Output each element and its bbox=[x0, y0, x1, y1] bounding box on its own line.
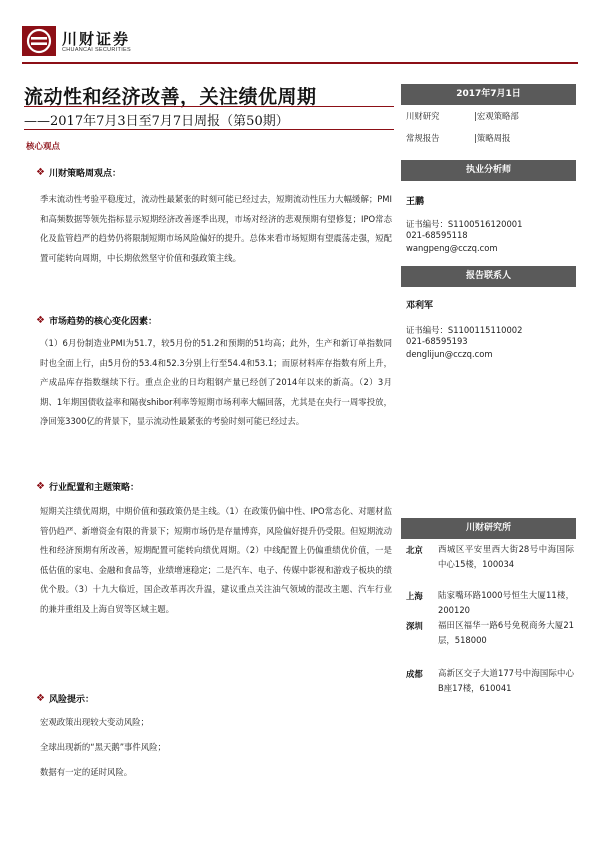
section-market-title: 市场趋势的核心变化因素： bbox=[48, 317, 157, 327]
chuancai-logo-icon bbox=[22, 26, 56, 56]
analyst-cert: 证书编号：S1100516120001 bbox=[406, 219, 523, 229]
analyst-name: 王鹏 bbox=[406, 197, 425, 207]
section-market-text: （1）6月份制造业PMI为51.7，较5月份的51.2和预期的51均高；此外，生产和新订单指数同时也全面上行，由5月份的53.4和52.3分别上行至54.4和53.1；而原材料库存指数有所上升，产成品库存指数继续下行。重点企业的日均粗钢产量已经创了2014年以来的新高。（2）3月期、1年期国债收益率和隔夜shibor利率等短期市场利率大幅回落，尤其是在央行一周零投放，净回笼3300亿的背景下，显示流动性最紧张的考验时刻可能已经过去。 bbox=[40, 338, 392, 426]
contact-name: 邓利军 bbox=[406, 301, 434, 311]
section-industry-title: 行业配置和主题策略： bbox=[48, 483, 139, 493]
meta-dept-key: 川财研究 bbox=[406, 111, 440, 121]
section-industry-text: 短期关注绩优周期，中期价值和强政策仍是主线。（1）在政策仍偏中性、IPO常态化、对题材监管仍趋严、新增资金有限的背景下；短期市场仍是存量博弈，风险偏好提升仍受限。但短期流动性和经济预期有所改善，短期配置可能转向绩优周期。（2）中线配置上仍偏重绩优价值，一是低估值的家电、金融和食品等，业绩增速稳定；二是汽车、电子、传媒中影视和游戏子板块的绩优个股。（3）十九大临近，国企改革再次升温，建议重点关注油气领域的混改主题、汽车行业的兼并重组及上海自贸等区域主题。 bbox=[40, 506, 392, 614]
contact-bar: 报告联系人 bbox=[401, 266, 576, 287]
section-risk-heading bbox=[36, 692, 94, 705]
brand-name-en: CHUANCAI SECURITIES bbox=[62, 47, 131, 53]
analyst-email[interactable]: wangpeng@cczq.com bbox=[406, 243, 498, 253]
section-strategy-text: 季末流动性考验平稳度过，流动性最紧张的时刻可能已经过去，短期流动性压力大幅缓解；PMI和高频数据等领先指标显示短期经济改善逐季出现，市场对经济的悲观预期有望修复；IPO常态化及监管趋严的趋势仍将限制短期市场风险偏好的提升。总体来看市场短期有望震荡走强，短配置可能转向周期，中长期依然坚守价值和强政策主线。 bbox=[40, 194, 392, 263]
risk-item: 数据有一定的延时风险。 bbox=[40, 767, 133, 777]
diamond-bullet-icon: ❖ bbox=[36, 167, 45, 178]
institute-bar: 川财研究所 bbox=[401, 518, 576, 539]
risk-item: 全球出现新的“黑天鹅”事件风险； bbox=[40, 742, 166, 752]
risk-item: 宏观政策出现较大变动风险； bbox=[40, 717, 149, 727]
section-strategy-heading bbox=[36, 166, 121, 179]
header-divider bbox=[22, 62, 578, 64]
office-address: 西城区平安里西大街28号中海国际中心15楼，100034 bbox=[438, 544, 574, 569]
analyst-bar: 执业分析师 bbox=[401, 160, 576, 181]
contact-email[interactable]: denglijun@cczq.com bbox=[406, 349, 493, 359]
report-date-bar: 2017年7月1日 bbox=[401, 84, 576, 105]
report-title: 流动性和经济改善，关注绩优周期 bbox=[24, 86, 317, 108]
report-subtitle: ——2017年7月3日至7月7日周报（第50期） bbox=[24, 114, 289, 129]
diamond-bullet-icon: ❖ bbox=[36, 693, 45, 704]
title-divider bbox=[24, 106, 394, 107]
section-strategy-title: 川财策略周观点： bbox=[48, 169, 121, 179]
core-label: 核心观点 bbox=[26, 142, 61, 152]
contact-cert: 证书编号：S1100115110002 bbox=[406, 325, 523, 335]
office-city: 上海 bbox=[406, 591, 423, 601]
subtitle-divider bbox=[24, 129, 394, 130]
meta-type-value: |策略周报 bbox=[474, 133, 511, 143]
office-city: 成都 bbox=[406, 669, 423, 679]
office-city: 深圳 bbox=[406, 621, 423, 631]
diamond-bullet-icon: ❖ bbox=[36, 481, 45, 492]
office-address: 高新区交子大道177号中海国际中心B座17楼，610041 bbox=[438, 668, 574, 693]
office-address: 陆家嘴环路1000号恒生大厦11楼，200120 bbox=[438, 590, 574, 615]
office-city: 北京 bbox=[406, 545, 423, 555]
contact-phone: 021-68595193 bbox=[406, 336, 468, 346]
analyst-phone: 021-68595118 bbox=[406, 230, 468, 240]
section-risk-title: 风险提示： bbox=[48, 695, 94, 705]
meta-type-key: 常规报告 bbox=[406, 133, 440, 143]
section-market-heading bbox=[36, 314, 157, 327]
section-industry-heading bbox=[36, 480, 139, 493]
diamond-bullet-icon: ❖ bbox=[36, 315, 45, 326]
brand-name-cn: 川财证券 bbox=[62, 30, 131, 48]
office-address: 福田区福华一路6号免税商务大厦21层，518000 bbox=[438, 620, 574, 645]
meta-dept-value: |宏观策略部 bbox=[474, 111, 519, 121]
